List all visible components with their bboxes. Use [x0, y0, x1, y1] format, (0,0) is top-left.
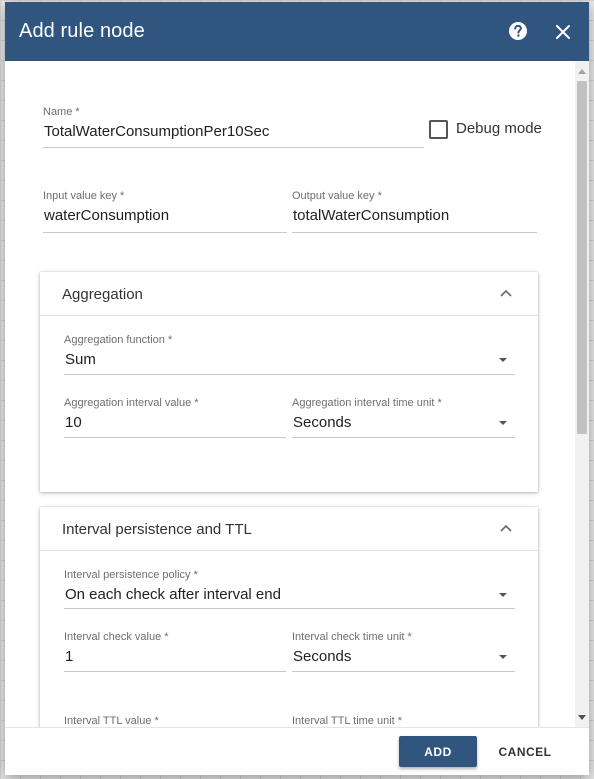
input-value-key-field[interactable] — [43, 190, 287, 233]
add-rule-node-dialog — [5, 2, 589, 775]
help-circle-icon[interactable] — [508, 21, 528, 41]
aggregation-function-select[interactable] — [64, 334, 515, 375]
interval-check-value-input[interactable]: 1 — [65, 648, 74, 665]
aggregation-panel-header[interactable] — [40, 272, 538, 316]
aggregation-interval-time-unit-select[interactable] — [292, 397, 515, 438]
interval-persistence-policy-select[interactable] — [64, 569, 515, 609]
interval-ttl-value-label: Interval TTL value * — [64, 715, 159, 727]
dropdown-arrow-icon — [499, 358, 507, 362]
dialog-footer — [5, 727, 589, 775]
interval-check-time-unit-label: Interval check time unit * — [292, 631, 412, 643]
dropdown-arrow-icon — [499, 421, 507, 425]
aggregation-panel — [40, 272, 538, 492]
aggregation-function-value: Sum — [65, 351, 96, 368]
dropdown-arrow-icon — [499, 593, 507, 597]
interval-persistence-policy-value: On each check after interval end — [65, 586, 281, 603]
dialog-header — [5, 2, 589, 61]
cancel-button[interactable]: CANCEL — [489, 736, 561, 767]
add-button[interactable]: ADD — [399, 736, 477, 767]
interval-persistence-panel — [40, 507, 538, 727]
aggregation-interval-value-field[interactable] — [64, 397, 286, 438]
debug-mode-checkbox[interactable] — [429, 120, 448, 139]
dialog-scrollbar[interactable] — [575, 61, 589, 727]
aggregation-interval-time-unit-label: Aggregation interval time unit * — [292, 397, 442, 409]
input-value-key-label: Input value key * — [43, 190, 125, 202]
interval-ttl-value-field[interactable] — [64, 715, 286, 727]
interval-check-time-unit-select[interactable] — [292, 631, 515, 672]
interval-check-value-field[interactable] — [64, 631, 286, 672]
scrollbar-thumb[interactable] — [577, 81, 587, 434]
interval-persistence-panel-header[interactable] — [40, 507, 538, 551]
output-value-key-label: Output value key * — [292, 190, 382, 202]
name-label: Name * — [43, 106, 80, 118]
interval-check-time-unit-value: Seconds — [293, 648, 352, 665]
interval-check-value-label: Interval check value * — [64, 631, 169, 643]
close-icon[interactable] — [555, 24, 571, 40]
aggregation-interval-value-input[interactable]: 10 — [65, 414, 82, 431]
aggregation-interval-value-label: Aggregation interval value * — [64, 397, 199, 409]
output-value-key-field[interactable] — [292, 190, 537, 233]
chevron-up-icon[interactable] — [500, 524, 512, 532]
chevron-up-icon[interactable] — [500, 289, 512, 297]
dropdown-arrow-icon — [499, 655, 507, 659]
input-value-key-input[interactable]: waterConsumption — [44, 207, 170, 224]
name-input[interactable]: TotalWaterConsumptionPer10Sec — [44, 123, 270, 140]
aggregation-function-label: Aggregation function * — [64, 334, 173, 346]
output-value-key-input[interactable]: totalWaterConsumption — [293, 207, 450, 224]
aggregation-interval-time-unit-value: Seconds — [293, 414, 352, 431]
scroll-up-arrow-icon[interactable] — [578, 69, 586, 74]
interval-ttl-time-unit-label: Interval TTL time unit * — [292, 715, 403, 727]
interval-persistence-policy-label: Interval persistence policy * — [64, 569, 198, 581]
scroll-down-arrow-icon[interactable] — [578, 715, 586, 720]
debug-mode-label[interactable]: Debug mode — [456, 120, 542, 137]
interval-ttl-time-unit-select[interactable] — [292, 715, 515, 727]
aggregation-panel-title: Aggregation — [62, 286, 143, 303]
interval-persistence-panel-title: Interval persistence and TTL — [62, 521, 252, 538]
name-field[interactable] — [43, 106, 424, 148]
dialog-content — [5, 61, 589, 727]
dialog-title: Add rule node — [19, 20, 145, 42]
